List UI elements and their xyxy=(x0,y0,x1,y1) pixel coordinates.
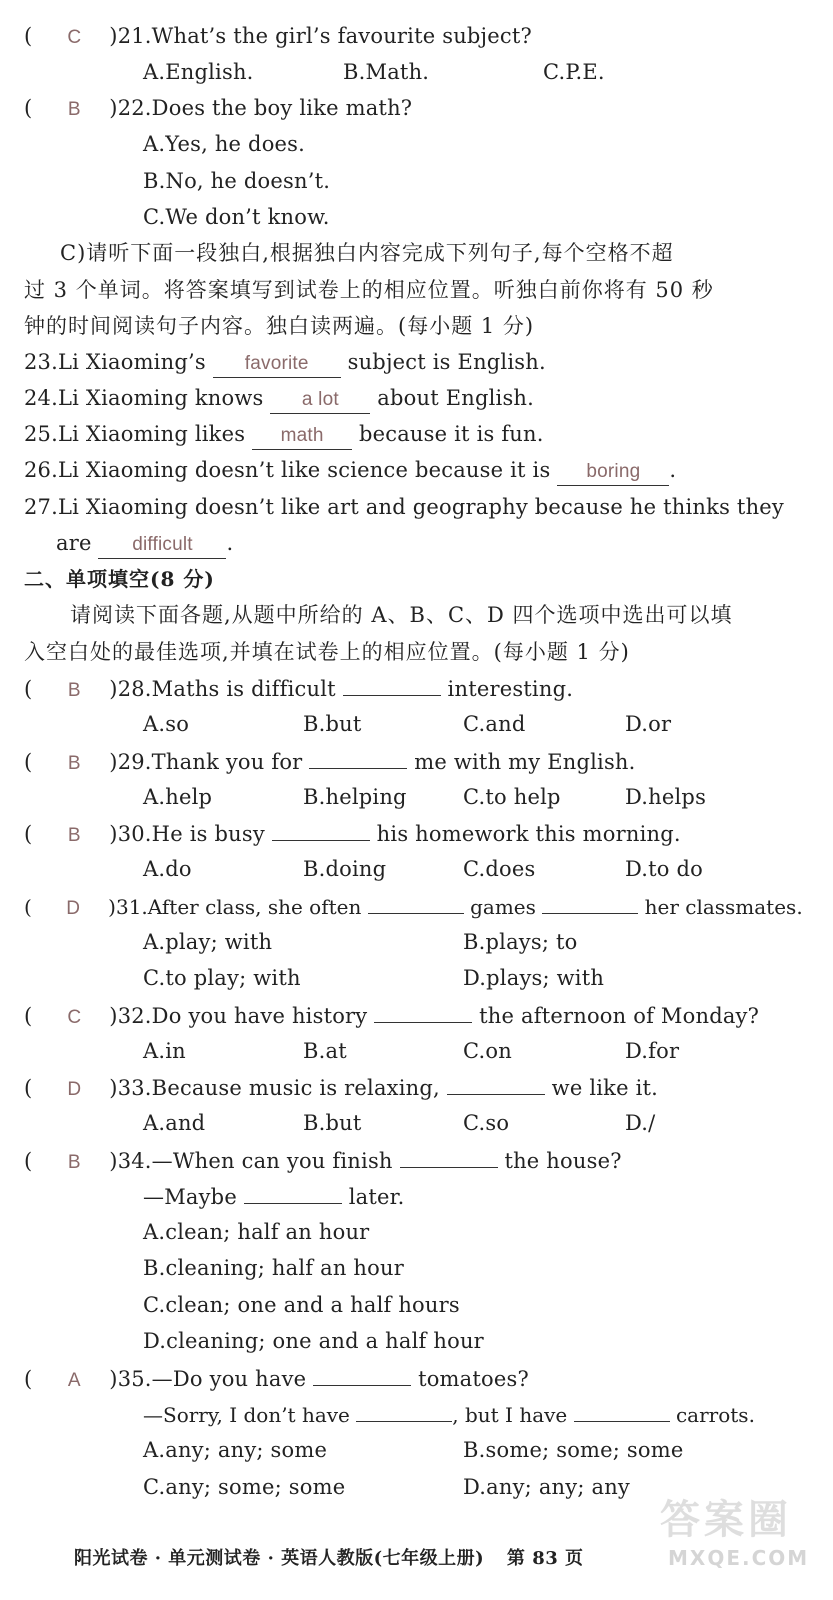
blank-31-2 xyxy=(542,891,638,914)
stem-31-c: her classmates. xyxy=(644,895,803,919)
option-30-b: B.doing xyxy=(303,857,387,881)
option-29-c: C.to help xyxy=(463,785,561,809)
blank-30 xyxy=(272,818,370,841)
q25-fill: math xyxy=(252,423,352,450)
answer-28: B xyxy=(67,680,81,701)
stem-28-a: )28.Maths is difficult xyxy=(109,677,336,701)
option-35-d: D.any; any; any xyxy=(463,1475,630,1499)
question-32 xyxy=(24,1000,759,1033)
stem-35-b: tomatoes? xyxy=(418,1367,529,1391)
answer-31: D xyxy=(66,898,81,919)
answer-32: C xyxy=(67,1007,82,1028)
q27-after: . xyxy=(226,531,234,555)
stem-30-b: his homework this morning. xyxy=(376,822,681,846)
stem-29-a: )29.Thank you for xyxy=(109,750,303,774)
option-33-a: A.and xyxy=(143,1111,206,1135)
q24-before: 24.Li Xiaoming knows xyxy=(24,386,264,410)
answer-22: B xyxy=(67,99,81,120)
stem-34-b: the house? xyxy=(504,1149,622,1173)
paren: ( xyxy=(24,24,33,48)
question-29 xyxy=(24,746,636,779)
answer-21: C xyxy=(67,27,82,48)
stem-35-line2-b: , but I have xyxy=(452,1403,568,1427)
q26-fill: boring xyxy=(557,459,669,486)
question-23 xyxy=(24,347,546,378)
blank-33 xyxy=(447,1072,545,1095)
footer-text: 阳光试卷 · 单元测试卷 · 英语人教版(七年级上册) xyxy=(74,1548,485,1569)
paren: ( xyxy=(24,677,33,701)
option-22-a: A.Yes, he does. xyxy=(143,132,306,156)
stem-33-a: )33.Because music is relaxing, xyxy=(109,1076,440,1100)
question-35 xyxy=(24,1363,529,1396)
option-31-b: B.plays; to xyxy=(463,930,578,954)
section-2-instruction-2: 入空白处的最佳选项,并填在试卷上的相应位置。(每小题 1 分) xyxy=(24,640,630,664)
q23-after: subject is English. xyxy=(347,350,546,374)
stem-35-a: )35.—Do you have xyxy=(109,1367,307,1391)
question-34 xyxy=(24,1145,622,1178)
option-32-a: A.in xyxy=(143,1039,186,1063)
option-31-c: C.to play; with xyxy=(143,966,301,990)
q23-before: 23.Li Xiaoming’s xyxy=(24,350,206,374)
blank-34-2 xyxy=(244,1181,342,1204)
option-21-a: A.English. xyxy=(143,60,254,84)
question-28 xyxy=(24,673,573,706)
blank-34-1 xyxy=(400,1145,498,1168)
section-2-instruction-1: 请阅读下面各题,从题中所给的 A、B、C、D 四个选项中选出可以填 xyxy=(70,603,733,627)
question-35-line2 xyxy=(143,1399,755,1430)
option-34-d: D.cleaning; one and a half hour xyxy=(143,1329,484,1353)
option-32-b: B.at xyxy=(303,1039,347,1063)
option-35-c: C.any; some; some xyxy=(143,1475,346,1499)
option-28-c: C.and xyxy=(463,712,526,736)
stem-34-line2-b: later. xyxy=(348,1185,405,1209)
stem-31-b: games xyxy=(470,895,536,919)
section-c-instruction-1: C)请听下面一段独白,根据独白内容完成下列句子,每个空格不超 xyxy=(60,241,674,265)
question-33 xyxy=(24,1072,658,1105)
option-28-a: A.so xyxy=(143,712,190,736)
question-22 xyxy=(24,93,412,125)
option-29-b: B.helping xyxy=(303,785,407,809)
paren: ( xyxy=(24,1149,33,1173)
answer-34: B xyxy=(67,1152,81,1173)
paren: ( xyxy=(24,750,33,774)
stem-33-b: we like it. xyxy=(551,1076,659,1100)
option-31-d: D.plays; with xyxy=(463,966,605,990)
option-34-b: B.cleaning; half an hour xyxy=(143,1256,404,1280)
stem-22: )22.Does the boy like math? xyxy=(109,96,413,120)
blank-31-1 xyxy=(368,891,464,914)
option-33-d: D./ xyxy=(625,1111,656,1135)
blank-35-1 xyxy=(313,1363,411,1386)
option-35-b: B.some; some; some xyxy=(463,1438,684,1462)
question-31 xyxy=(24,891,803,924)
question-27-line1: 27.Li Xiaoming doesn’t like art and geography because he thinks they xyxy=(24,495,784,519)
answer-35: A xyxy=(67,1370,81,1391)
q27-before: are xyxy=(56,531,92,555)
section-c-instruction-3: 钟的时间阅读句子内容。独白读两遍。(每小题 1 分) xyxy=(24,314,535,338)
stem-28-b: interesting. xyxy=(447,677,574,701)
paren: ( xyxy=(24,822,33,846)
option-32-d: D.for xyxy=(625,1039,680,1063)
stem-32-a: )32.Do you have history xyxy=(109,1004,368,1028)
footer-page: 第 83 页 xyxy=(506,1548,584,1569)
blank-35-2 xyxy=(356,1399,452,1422)
option-33-b: B.but xyxy=(303,1111,362,1135)
q27-fill: difficult xyxy=(98,532,226,559)
option-22-b: B.No, he doesn’t. xyxy=(143,169,331,193)
question-30 xyxy=(24,818,681,851)
option-32-c: C.on xyxy=(463,1039,512,1063)
watermark xyxy=(640,1480,820,1590)
question-21 xyxy=(24,21,532,53)
question-27-line2 xyxy=(56,528,233,559)
stem-35-line2-a: —Sorry, I don’t have xyxy=(143,1403,350,1427)
answer-29: B xyxy=(67,753,81,774)
option-29-a: A.help xyxy=(143,785,213,809)
watermark-url: MXQE.COM xyxy=(668,1546,810,1570)
stem-34-line2-a: —Maybe xyxy=(143,1185,237,1209)
paren: ( xyxy=(24,96,33,120)
q23-fill: favorite xyxy=(213,351,341,378)
option-30-a: A.do xyxy=(143,857,192,881)
paren: ( xyxy=(24,1367,33,1391)
question-25 xyxy=(24,419,544,450)
paren: ( xyxy=(24,1076,33,1100)
option-21-b: B.Math. xyxy=(343,60,430,84)
option-30-c: C.does xyxy=(463,857,536,881)
option-35-a: A.any; any; some xyxy=(143,1438,328,1462)
q26-after: . xyxy=(669,458,677,482)
stem-31-a: )31.After class, she often xyxy=(108,895,362,919)
section-2-heading: 二、单项填空(8 分) xyxy=(24,567,215,591)
option-21-c: C.P.E. xyxy=(543,60,605,84)
option-22-c: C.We don’t know. xyxy=(143,205,330,229)
stem-34-a: )34.—When can you finish xyxy=(109,1149,393,1173)
q24-after: about English. xyxy=(377,386,535,410)
question-24 xyxy=(24,383,534,414)
option-29-d: D.helps xyxy=(625,785,707,809)
stem-35-line2-c: carrots. xyxy=(675,1403,755,1427)
answer-33: D xyxy=(67,1079,82,1100)
stem-29-b: me with my English. xyxy=(414,750,636,774)
section-c-instruction-2: 过 3 个单词。将答案填写到试卷上的相应位置。听独白前你将有 50 秒 xyxy=(24,278,714,302)
option-31-a: A.play; with xyxy=(143,930,273,954)
q25-after: because it is fun. xyxy=(358,422,544,446)
watermark-logo: 答案圈 xyxy=(660,1497,792,1543)
option-34-a: A.clean; half an hour xyxy=(143,1220,370,1244)
option-33-c: C.so xyxy=(463,1111,510,1135)
q24-fill: a lot xyxy=(270,387,370,414)
paren: ( xyxy=(24,895,32,919)
page-footer xyxy=(74,1544,584,1574)
answer-30: B xyxy=(67,825,81,846)
blank-32 xyxy=(374,1000,472,1023)
option-34-c: C.clean; one and a half hours xyxy=(143,1293,460,1317)
blank-28 xyxy=(343,673,441,696)
blank-29 xyxy=(309,746,407,769)
option-30-d: D.to do xyxy=(625,857,704,881)
option-28-d: D.or xyxy=(625,712,672,736)
blank-35-3 xyxy=(574,1399,670,1422)
stem-30-a: )30.He is busy xyxy=(109,822,265,846)
stem-21: )21.What’s the girl’s favourite subject? xyxy=(109,24,532,48)
option-28-b: B.but xyxy=(303,712,362,736)
paren: ( xyxy=(24,1004,33,1028)
question-34-line2 xyxy=(143,1181,404,1212)
question-26 xyxy=(24,455,676,486)
stem-32-b: the afternoon of Monday? xyxy=(479,1004,760,1028)
q26-before: 26.Li Xiaoming doesn’t like science because it is xyxy=(24,458,551,482)
q25-before: 25.Li Xiaoming likes xyxy=(24,422,246,446)
